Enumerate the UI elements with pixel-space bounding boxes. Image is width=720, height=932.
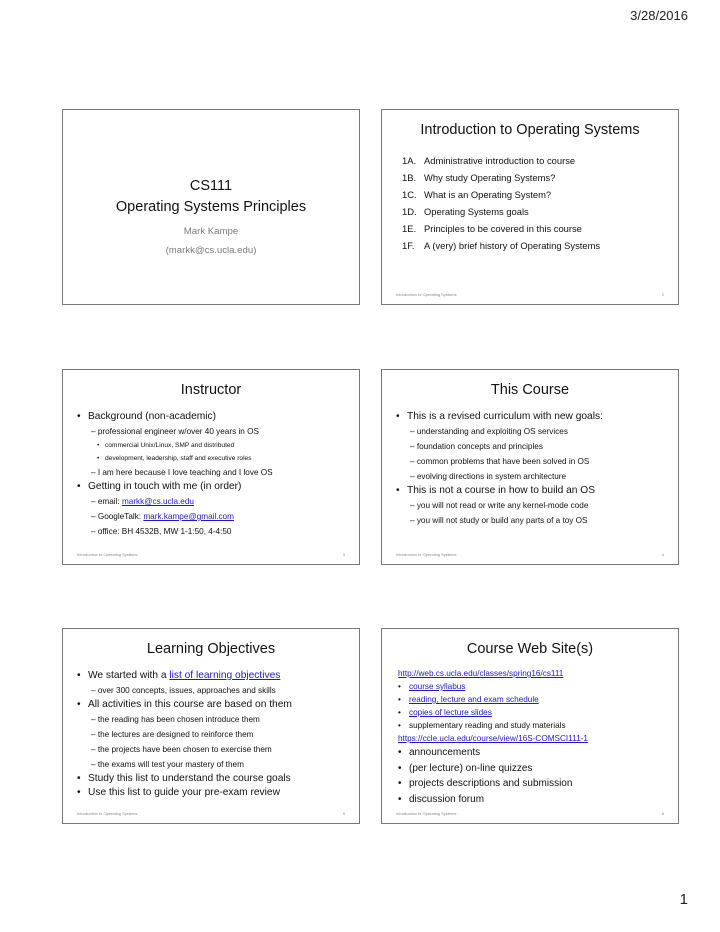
author-block bbox=[63, 222, 359, 260]
learning-objectives-link[interactable]: list of learning objectives bbox=[169, 670, 281, 681]
ccle-link[interactable]: https://ccle.ucla.edu/course/view/16S-COMSCI111-1 bbox=[398, 734, 588, 743]
agenda-item: 1B. Why study Operating Systems? bbox=[402, 172, 556, 183]
slide-4-this-course bbox=[381, 369, 679, 565]
sub-bullet: – the lectures are designed to reinforce them bbox=[91, 730, 254, 739]
sub-sub-bullet: • commercial Unix/Linux, SMP and distributed bbox=[77, 439, 349, 452]
slide-2-agenda bbox=[381, 109, 679, 305]
slide-number: 5 bbox=[342, 811, 345, 816]
course-title bbox=[63, 176, 359, 218]
slide-number: 6 bbox=[661, 811, 664, 816]
bullet bbox=[398, 693, 668, 706]
bullet: • Getting in touch with me (in order) bbox=[77, 480, 349, 494]
email-link[interactable]: markk@cs.ucla.edu bbox=[121, 497, 194, 506]
bullet bbox=[398, 706, 668, 719]
sub-bullet: – over 300 concepts, issues, approaches and skills bbox=[91, 686, 276, 695]
slide-title: Course Web Site(s) bbox=[466, 641, 594, 657]
bullet bbox=[398, 680, 668, 693]
agenda-item: 1D. Operating Systems goals bbox=[402, 206, 529, 217]
sub-bullet: – common problems that have been solved in OS bbox=[410, 457, 590, 466]
slide-6-course-web-sites bbox=[381, 628, 679, 824]
slide-footer: Introduction to Operating Systems bbox=[396, 811, 457, 816]
gtalk-link[interactable]: mark.kampe@gmail.com bbox=[143, 512, 235, 521]
slide-footer: Introduction to Operating Systems bbox=[77, 811, 138, 816]
bullet: • supplementary reading and study materials bbox=[398, 719, 668, 732]
bullet: • announcements bbox=[398, 745, 668, 761]
print-date: 3/28/2016 bbox=[630, 8, 688, 23]
bullet: • All activities in this course are based on them bbox=[77, 698, 349, 712]
sub-bullet: – the reading has been chosen introduce them bbox=[91, 715, 260, 724]
course-name: Operating Systems Principles bbox=[115, 199, 307, 215]
sub-bullet: – I am here because I love teaching and I love OS bbox=[91, 468, 273, 477]
slide-number: 3 bbox=[342, 552, 345, 557]
sub-bullet-gtalk: – GoogleTalk: mark.kampe@gmail.com bbox=[91, 512, 235, 521]
sub-bullet: – understanding and exploiting OS services bbox=[410, 427, 568, 436]
slide-title: Instructor bbox=[180, 382, 242, 398]
slide-body bbox=[396, 410, 668, 528]
bullet: • (per lecture) on-line quizzes bbox=[398, 761, 668, 777]
slide-5-learning-objectives bbox=[62, 628, 360, 824]
slide-body bbox=[77, 410, 349, 539]
slide-1-title bbox=[62, 109, 360, 305]
slide-number: 2 bbox=[661, 292, 664, 297]
slide-number: 4 bbox=[661, 552, 664, 557]
sub-bullet: – evolving directions in system architecture bbox=[410, 472, 567, 481]
sub-bullet: – foundation concepts and principles bbox=[410, 442, 543, 451]
slide-title: Learning Objectives bbox=[146, 641, 276, 657]
slide-title: This Course bbox=[490, 382, 570, 398]
sub-bullet: – you will not read or write any kernel-mode code bbox=[410, 501, 589, 510]
sub-bullet: – the exams will test your mastery of them bbox=[91, 760, 244, 769]
slide-title: Introduction to Operating Systems bbox=[420, 122, 640, 138]
agenda-item: 1A. Administrative introduction to course bbox=[402, 155, 576, 166]
sub-sub-bullet: • development, leadership, staff and executive roles bbox=[77, 452, 349, 465]
sub-bullet: – the projects have been chosen to exercise them bbox=[91, 745, 272, 754]
agenda-item: 1E. Principles to be covered in this course bbox=[402, 223, 582, 234]
page-number: 1 bbox=[679, 891, 688, 908]
slides-link[interactable]: copies of lecture slides bbox=[409, 708, 492, 717]
slide-3-instructor bbox=[62, 369, 360, 565]
bullet: • projects descriptions and submission bbox=[398, 776, 668, 792]
schedule-link[interactable]: reading, lecture and exam schedule bbox=[409, 695, 539, 704]
agenda-item: 1C. What is an Operating System? bbox=[402, 189, 552, 200]
bullet: • We started with a list of learning objectives bbox=[77, 669, 349, 683]
slide-footer: Introduction to Operating Systems bbox=[77, 552, 138, 557]
slide-footer: Introduction to Operating Systems bbox=[396, 552, 457, 557]
bullet: • This is a revised curriculum with new goals: bbox=[396, 410, 668, 424]
bullet: • discussion forum bbox=[398, 792, 668, 808]
bullet: • Use this list to guide your pre-exam review bbox=[77, 786, 349, 800]
slide-footer: Introduction to Operating Systems bbox=[396, 292, 457, 297]
course-website-link[interactable]: http://web.cs.ucla.edu/classes/spring16/cs111 bbox=[398, 669, 564, 678]
bullet: • Study this list to understand the course goals bbox=[77, 772, 349, 786]
bullet: • Background (non-academic) bbox=[77, 410, 349, 424]
sub-bullet: – you will not study or build any parts of a toy OS bbox=[410, 516, 588, 525]
slide-body bbox=[398, 667, 668, 807]
agenda-item: 1F. A (very) brief history of Operating Systems bbox=[402, 240, 601, 251]
author-email: (markk@cs.ucla.edu) bbox=[165, 245, 257, 256]
syllabus-link[interactable]: course syllabus bbox=[409, 682, 466, 691]
slide-body bbox=[77, 669, 349, 800]
sub-bullet: – office: BH 4532B, MW 1-1:50, 4-4:50 bbox=[91, 527, 232, 536]
sub-bullet-email: – email: markk@cs.ucla.edu bbox=[91, 497, 194, 506]
sub-bullet: – professional engineer w/over 40 years in OS bbox=[91, 427, 259, 436]
author-name: Mark Kampe bbox=[183, 226, 239, 237]
course-code: CS111 bbox=[189, 178, 233, 194]
agenda-list bbox=[402, 152, 600, 254]
bullet: • This is not a course in how to build an OS bbox=[396, 484, 668, 498]
